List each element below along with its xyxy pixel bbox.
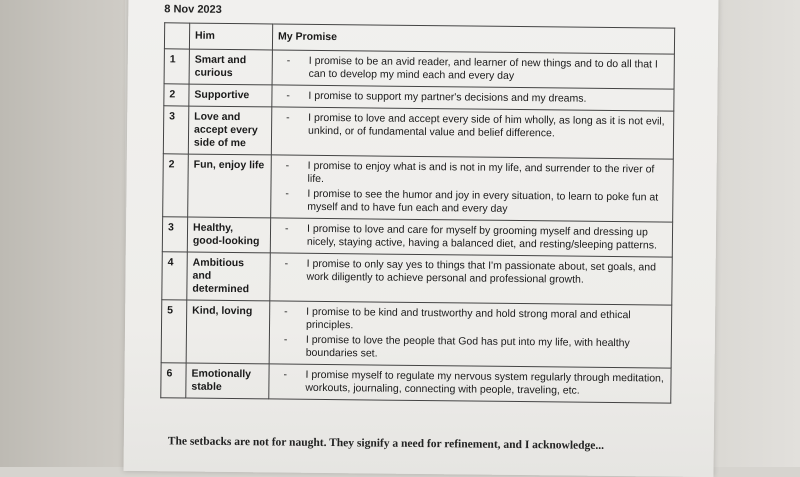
him-quality: Emotionally stable <box>186 363 269 399</box>
him-quality: Ambitious and determined <box>187 252 270 301</box>
promise-cell <box>269 364 671 403</box>
bullet-dash: - <box>286 89 291 102</box>
promise-item <box>284 258 666 288</box>
promise-table <box>160 22 675 403</box>
row-number: 4 <box>162 252 188 300</box>
promise-cell <box>271 107 673 159</box>
paper-sheet <box>124 0 719 477</box>
him-quality: Love and accept every side of me <box>188 106 271 155</box>
promise-text: I promise to love the people that God has put into my life, with healthy boundaries set. <box>305 333 630 360</box>
row-number: 3 <box>163 106 189 154</box>
header-him: Him <box>189 23 272 50</box>
header-number <box>164 23 189 49</box>
promise-item <box>284 306 666 336</box>
table-row <box>162 252 672 305</box>
him-quality: Smart and curious <box>189 49 272 85</box>
promise-item <box>283 369 665 399</box>
header-my-promise: My Promise <box>272 24 674 54</box>
promise-cell <box>271 155 674 222</box>
promise-cell <box>270 218 672 257</box>
promise-item <box>285 188 667 218</box>
closing-paragraph: The setbacks are not for naught. They signify a need for refinement, and I acknowledge... <box>167 435 605 452</box>
promise-item <box>286 90 668 107</box>
table-row <box>162 217 672 257</box>
table-row <box>161 363 671 403</box>
him-quality: Supportive <box>189 84 272 107</box>
promise-text: I promise to enjoy what is and is not in my life, and surrender to the river of life. <box>307 159 655 185</box>
promise-text: I promise myself to regulate my nervous system regularly through meditation, workouts, journaling, connecting with people, traveling, etc. <box>305 368 664 397</box>
promise-text: I promise to see the humor and joy in every situation, to learn to poke fun at myself and to have fun each and every day <box>307 187 659 215</box>
table-body <box>161 49 675 403</box>
bullet-dash: - <box>283 333 288 346</box>
bullet-dash: - <box>286 54 291 67</box>
promise-cell <box>272 50 674 89</box>
promise-item <box>285 160 667 190</box>
promise-text: I promise to love and care for myself by grooming myself and dressing up nicely, staying active, having a balanced diet, and resting/sleeping patterns. <box>306 222 657 252</box>
promise-cell <box>269 301 672 368</box>
him-quality: Healthy, good-looking <box>187 217 270 253</box>
bullet-dash: - <box>285 159 290 172</box>
wall-background-left <box>0 0 125 467</box>
promise-text: I promise to only say yes to things that I'm passionate about, set goals, and work diligently to achieve personal and professional growth. <box>306 257 657 286</box>
promise-text: I promise to be kind and trustworthy and hold strong moral and ethical principles. <box>305 305 631 332</box>
bullet-dash: - <box>284 305 288 318</box>
table-row <box>161 300 672 368</box>
bullet-dash: - <box>286 111 290 124</box>
row-number: 5 <box>161 300 187 363</box>
promise-cell <box>270 253 672 305</box>
promise-item <box>286 112 668 142</box>
table-row <box>164 49 674 89</box>
bullet-dash: - <box>284 257 289 270</box>
promise-item <box>285 223 667 253</box>
row-number: 6 <box>161 363 186 398</box>
promise-text: I promise to support my partner's decisions and my dreams. <box>308 89 587 105</box>
promise-item <box>284 334 666 364</box>
row-number: 1 <box>164 49 189 84</box>
row-number: 3 <box>162 217 187 252</box>
table-row <box>163 154 674 222</box>
him-quality: Fun, enjoy life <box>188 154 272 218</box>
bullet-dash: - <box>285 187 289 200</box>
row-number: 2 <box>164 84 189 106</box>
promise-text: I promise to love and accept every side of him wholly, as long as it is not evil, unkind, or of fundamental value and belief difference. <box>308 111 665 140</box>
document-date: 8 Nov 2023 <box>164 3 222 16</box>
him-quality: Kind, loving <box>186 300 270 364</box>
promise-text: I promise to be an avid reader, and learner of new things and to do all that I can to develop my mind each and every day <box>308 54 658 82</box>
bullet-dash: - <box>283 368 288 381</box>
row-number: 2 <box>163 154 189 217</box>
bullet-dash: - <box>284 222 289 235</box>
promise-item <box>287 55 669 85</box>
table-row <box>163 106 673 159</box>
